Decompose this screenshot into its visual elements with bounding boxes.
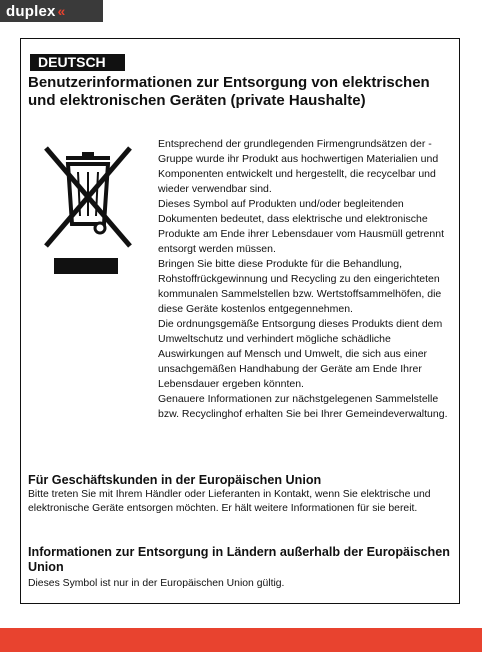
logo-chevron-icon: « bbox=[57, 3, 66, 19]
outside-eu-section-text: Dieses Symbol ist nur in der Europäischen Union gültig. bbox=[28, 578, 285, 589]
paragraph: Die ordnungsgemäße Entsorgung dieses Produkts dient dem Umweltschutz und verhindert mögliche schädliche Auswirkungen auf Mensch und Umwelt, die sich aus einer unsachgemäßen Handhabung der Geräte am Ende Ihrer Lebensdauer ergeben könnten. bbox=[158, 318, 443, 390]
outside-eu-section-title: Informationen zur Entsorgung in Ländern außerhalb der Europäischen Union bbox=[28, 545, 450, 574]
language-tag: DEUTSCH bbox=[30, 54, 125, 71]
paragraph: Dieses Symbol auf Produkten und/oder begleitenden Dokumenten bedeutet, dass elektrische und elektronische Produkte am Ende ihrer Lebensdauer vom Hausmüll getrennt entsorgt werden müssen. bbox=[158, 198, 444, 255]
logo-text: duplex bbox=[6, 2, 56, 20]
page-title: Benutzerinformationen zur Entsorgung von elektrischen und elektronischen Geräten (private Haushalte) bbox=[28, 74, 430, 109]
bottom-bar bbox=[0, 628, 482, 652]
disposal-info-text bbox=[158, 137, 454, 422]
business-section-title: Für Geschäftskunden in der Europäischen Union bbox=[28, 473, 322, 487]
top-bar bbox=[0, 0, 482, 22]
duplex-logo bbox=[0, 0, 103, 22]
business-section-text: Bitte treten Sie mit Ihrem Händler oder Lieferanten in Kontakt, wenn Sie elektrische und elektronische Geräte entsorgen möchten. Er hält weitere Informationen für sie bereit. bbox=[28, 489, 431, 514]
paragraph: Entsprechend der grundlegenden Firmengrundsätzen der -Gruppe wurde ihr Produkt aus hochwertigen Materialien und Komponenten entwickelt und hergestellt, die recycelbar und wieder verwendbar sind. bbox=[158, 138, 439, 195]
paragraph: Bringen Sie bitte diese Produkte für die Behandlung, Rohstoffrückgewinnung und Recycling zu den eingerichteten kommunalen Sammelstellen bzw. Wertstoffsammelhöfen, die diese Geräte kostenlos entgegennehmen. bbox=[158, 258, 442, 315]
paragraph: Genauere Informationen zur nächstgelegenen Sammelstelle bzw. Recyclinghof erhalten Sie bei Ihrer Gemeindeverwaltung. bbox=[158, 393, 448, 420]
crossed-out-wheeled-bin-icon bbox=[38, 146, 138, 276]
